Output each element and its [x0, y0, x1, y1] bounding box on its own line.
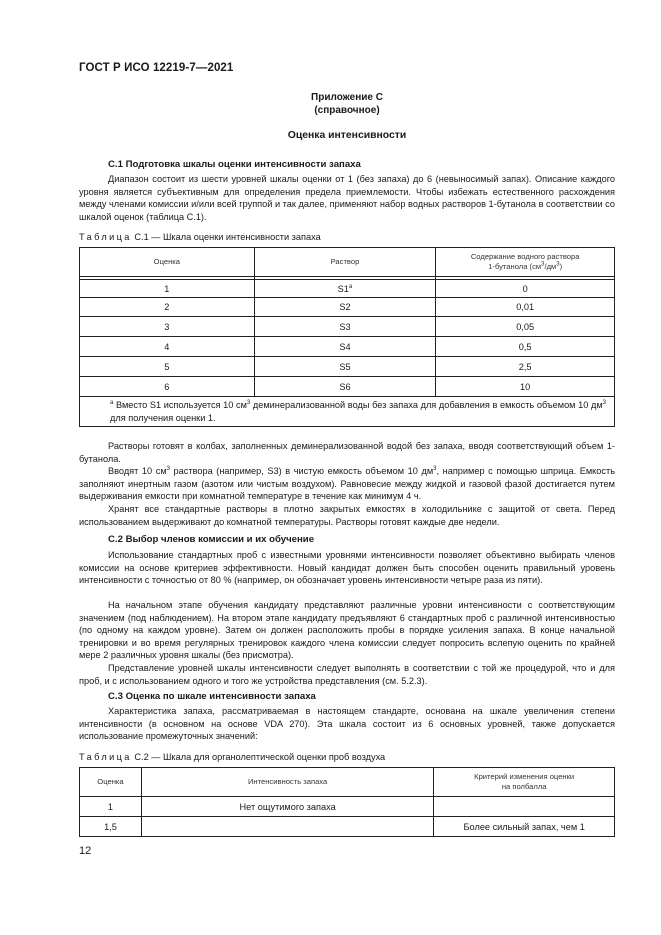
- appendix-heading: Оценка интенсивности: [287, 130, 407, 141]
- table-row: 1 S1$^a$ 0: [80, 280, 615, 298]
- appendix-title: Приложение С: [311, 92, 383, 103]
- section-c1-paragraph-2: Растворы готовят в колбах, заполненных деминерализованной водой без запаха, вводя соответствующий объем 1-бутанола.: [79, 441, 615, 464]
- appendix-subtitle: (справочное): [314, 105, 380, 116]
- table1-caption: Таблица С.1 — Шкала оценки интенсивности запаха: [79, 232, 321, 242]
- section-c1-paragraph-4: Хранят все стандартные растворы в плотно закрытых емкостях в холодильнике с защитой от света. Перед использованием выдерживают до комнатной температуры. Растворы готовят каждые две недели.: [79, 504, 615, 527]
- section-c1-paragraph: Диапазон состоит из шести уровней шкалы оценки от 1 (без запаха) до 6 (невыносимый запах). Описание каждого уровня является субъективным для определения предела приемлемости. Чтобы избежать естественного расхождения между членами комиссии и/или всей группой и так далее, применяют набор водных растворов 1-бутанола в соответствии со шкалой оценок (таблица С.1).: [79, 174, 615, 222]
- table-row: 5 S5 2,5: [80, 357, 615, 377]
- standard-header: ГОСТ Р ИСО 12219-7—2021: [79, 62, 234, 74]
- table1-footnote-row: [80, 397, 615, 427]
- table2-col-intensity: Интенсивность запаха: [141, 768, 433, 797]
- table-row: 2 S2 0,01: [80, 298, 615, 317]
- section-c3-heading: С.3 Оценка по шкале интенсивности запаха: [108, 691, 316, 702]
- table-row: 1,5 Более сильный запах, чем 1: [80, 817, 615, 837]
- table-row: 3 S3 0,05: [80, 317, 615, 337]
- section-c2-paragraph-2: На начальном этапе обучения кандидату представляют различные уровни интенсивности с соответствующим значением (под наблюдением). На втором этапе кандидату предъявляют 6 стандартных проб с различной интенсивностью (по одному на каждом уровне). Затем он должен расположить пробы в порядке усиления запаха. В конце начальной тренировки и во время регулярных тренировок каждого члена комиссии следует попросить вслепую оценить по крайней мере 2 различных уровня шкалы (без присмотра).: [79, 600, 615, 661]
- page-number: 12: [79, 845, 92, 857]
- table-row: 1 Нет ощутимого запаха: [80, 797, 615, 817]
- table2-caption: Таблица С.2 — Шкала для органолептической оценки проб воздуха: [79, 752, 386, 762]
- table1-col-solution: Раствор: [254, 248, 436, 277]
- table2-col-criterion: Критерий изменения оценки на полбалла: [434, 768, 615, 797]
- table1-footnote: $^a$ Вместо S1 используется 10 $см^3$ деминерализованной воды без запаха для добавления в емкость объемом 10 $дм^3$ для получения оценки 1.: [80, 397, 615, 427]
- section-c2-paragraph-3: Представление уровней шкалы интенсивности следует выполнять в соответствии с той же процедурой, что и для проб, и с использованием одного и того же устройства представления (см. 5.2.3).: [79, 663, 615, 686]
- table-row: 6 S6 10: [80, 377, 615, 397]
- section-c1-heading: С.1 Подготовка шкалы оценки интенсивности запаха: [108, 159, 361, 170]
- section-c3-paragraph-1: Характеристика запаха, рассматриваемая в настоящем стандарте, основана на шкале увеличения степени интенсивности (в основном на основе VDA 270). Эта шкала состоит из 6 основных уровней, также допускается использование промежуточных значений:: [79, 706, 615, 742]
- table-row: 4 S4 0,5: [80, 337, 615, 357]
- table1-col-content: Содержание водного раствора 1-бутанола $(см^3/дм^3)$: [436, 248, 615, 277]
- section-c2-paragraph-1: Использование стандартных проб с известными уровнями интенсивности позволяет объективно выбирать членов комиссии на основе критериев эффективности. Новый кандидат должен быть способен оценить правильный уровень интенсивности с точностью от 80 % (например, он обозначает уровень интенсивности четыре раза из пяти).: [79, 550, 615, 586]
- section-c1-paragraph-3: Вводят 10 $см^3$ раствора (например, S3) в чистую емкость объемом 10 $дм^3$, например с помощью шприца. Емкость заполняют инертным газом (азотом или чистым воздухом). Равновесие между жидкой и газовой фазой достигается путем выдерживания емкости при комнатной температуре в течение как минимум 4 ч.: [79, 465, 615, 502]
- table1-odor-intensity-scale: [79, 247, 615, 427]
- table1-header-row: [80, 248, 615, 277]
- table2-col-score: Оценка: [80, 768, 142, 797]
- table2-organoleptic-scale: [79, 767, 615, 837]
- table2-header-row: [80, 768, 615, 797]
- table1-col-score: Оценка: [80, 248, 255, 277]
- section-c2-heading: С.2 Выбор членов комиссии и их обучение: [108, 534, 315, 545]
